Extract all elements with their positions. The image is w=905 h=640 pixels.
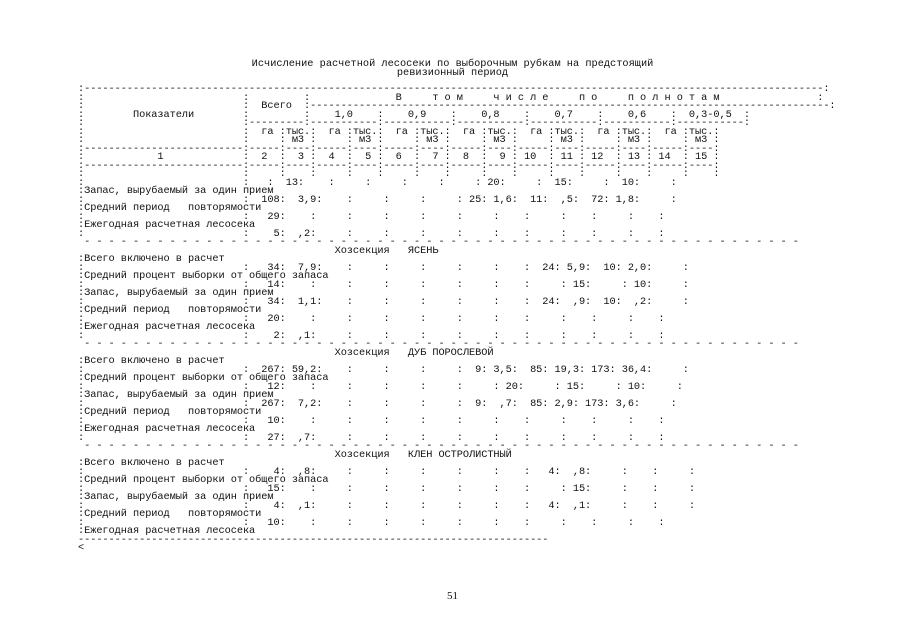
table-line: : : Всего :-------------------------------------------------------------------------------------: bbox=[78, 100, 836, 112]
table-line: : : 4: ,8: : : : : : : 4: ,8: : : : bbox=[78, 465, 696, 478]
table-line: : : 20: : : : : : : : : : : : bbox=[78, 312, 665, 325]
table-line: : :---------:-----------:-----------:-----------:-----------:-----------:-----------: bbox=[78, 117, 751, 129]
table-line: : : 10: : : : : : : : : : : : bbox=[78, 414, 665, 427]
table-line: : : га :тыс.: га :тыс.: га :тыс.: га :тыс.: га :тыс.: га :тыс.: га :тыс.: bbox=[78, 125, 720, 138]
table-line: :Ежегодная расчетная лесосека bbox=[78, 219, 256, 231]
table-line: : : 267: 59,2: : : : : 9: 3,5: 85: 19,3: 173: 36,4: : bbox=[78, 363, 689, 376]
table-line: : : 29: : : : : : : : : : : : bbox=[78, 210, 665, 223]
table-line: :Запас, вырубаемый за один прием bbox=[78, 287, 274, 299]
table-line: :Ежегодная расчетная лесосека bbox=[78, 321, 256, 333]
table-line: : : 2: ,1: : : : : : : : : : : bbox=[78, 329, 665, 342]
table-line: :Средний период повторямости bbox=[78, 406, 262, 418]
table-line: : : 27: ,7: : : : : : : : : : : bbox=[78, 431, 665, 444]
table-line: :Ежегодная расчетная лесосека bbox=[78, 525, 256, 537]
table-line: :--------------------------:-----:----:-----:----:-----:----:-----:----:-----:----:-----:----:-----:----: bbox=[78, 142, 720, 155]
table-line: :Запас, вырубаемый за один прием bbox=[78, 185, 274, 197]
table-line: - - - - - - - - - - - - - - - - - - - - - - - - - - - - - - - - - - - - - - - - - - - - - - - - - - - - - - - - - - - bbox=[78, 338, 799, 350]
table-line: - - - - - - - - - - - - - - - - - - - - - - - - - - - - - - - - - - - - - - - - - - - - - - - - - - - - - - - - - - - bbox=[78, 440, 799, 452]
table-line: : : 267: 7,2: : : : : 9: ,7: 85: 2,9: 173: 3,6: : bbox=[78, 397, 677, 410]
table-line: : : 10: : : : : : : : : : : : bbox=[78, 516, 665, 529]
table-line: :Запас, вырубаемый за один прием bbox=[78, 389, 274, 401]
table-line: : : 34: 1,1: : : : : : : 24: ,9: 10: ,2: : bbox=[78, 295, 689, 308]
table-line: Хозсекция ДУБ ПОРОСЛЕВОЙ bbox=[78, 346, 494, 359]
document-title-line-2: ревизионный период bbox=[396, 67, 509, 79]
table-line: :Средний период повторямости bbox=[78, 508, 262, 520]
table-line: : : 15: : : : : : : : : 15: : : : bbox=[78, 482, 696, 495]
table-line: :Всего включено в расчет bbox=[78, 253, 225, 265]
table-line: :Всего включено в расчет bbox=[78, 457, 225, 469]
table-line: :Всего включено в расчет bbox=[78, 355, 225, 367]
table-line: :Запас, вырубаемый за один прием bbox=[78, 491, 274, 503]
table-line: - - - - - - - - - - - - - - - - - - - - - - - - - - - - - - - - - - - - - - - - - - - - - - - - - - - - - - - - - - - bbox=[78, 236, 799, 248]
table-line: : : 4: ,1: : : : : : : 4: ,1: : : : bbox=[78, 499, 696, 512]
table-line: :Средний период повторямости bbox=[78, 304, 262, 316]
table-line: : : 34: 7,9: : : : : : : 24: 5,9: 10: 2,0: : bbox=[78, 261, 689, 274]
page-number: 51 bbox=[447, 590, 458, 602]
table-line: : : 14: : : : : : : : : 15: : 10: : bbox=[78, 278, 689, 291]
table-line: :Средний процент выборки от общего запаса bbox=[78, 372, 329, 384]
table-line: : : : м3 : : м3 : : м3 : : м3 : : м3 : : м3 : : м3 : bbox=[78, 134, 720, 146]
table-line: : : : 13: : : : : : 20: : 15: : 10: : bbox=[78, 176, 677, 189]
table-line: :Средний процент выборки от общего запаса bbox=[78, 270, 329, 282]
table-line: : 1 : 2 : 3 : 4 : 5 : 6 : 7 : 8 : 9 : 10 : 11 : 12 : 13 : 14 : 15 : bbox=[78, 151, 720, 163]
table-line: Хозсекция КЛЕН ОСТРОЛИСТНЫЙ bbox=[78, 448, 512, 461]
document-title-line-1: Исчисление расчетной лесосеки по выборочным рубкам на предстоящий bbox=[251, 58, 654, 70]
table-line: :-------------------------------------------------------------------------------------------------------------------------: bbox=[78, 83, 830, 95]
trailing-mark: < bbox=[78, 542, 85, 554]
table-line: ----------------------------------------------------------------------------- bbox=[78, 533, 549, 546]
table-line: : Показатели : : 1,0 : 0,9 : 0,8 : 0,7 : 0,6 : 0,3-0,5 : bbox=[78, 108, 751, 121]
table-line: :Средний период повторямости bbox=[78, 202, 262, 214]
table-line: :Ежегодная расчетная лесосека bbox=[78, 423, 256, 435]
table-line: : : : : : : : : : : : : : : : : bbox=[78, 168, 720, 180]
table-line: : : 5: ,2: : : : : : : : : : : bbox=[78, 227, 665, 240]
table-line: :--------------------------:-----:----:-----:----:-----:----:-----:----:-----:----:-----:----:-----:----: bbox=[78, 159, 720, 172]
table-line: :Средний процент выборки от общего запаса bbox=[78, 474, 329, 486]
table-line: : : 108: 3,9: : : : : 25: 1,6: 11: ,5: 72: 1,8: : bbox=[78, 193, 677, 206]
table-line: Хозсекция ЯСЕНЬ bbox=[78, 244, 439, 257]
table-line: : : : В т о м ч и с л е п о п о л н о т а м : bbox=[78, 91, 824, 104]
table-line: : : 12: : : : : : : 20: : 15: : 10: : bbox=[78, 380, 683, 393]
